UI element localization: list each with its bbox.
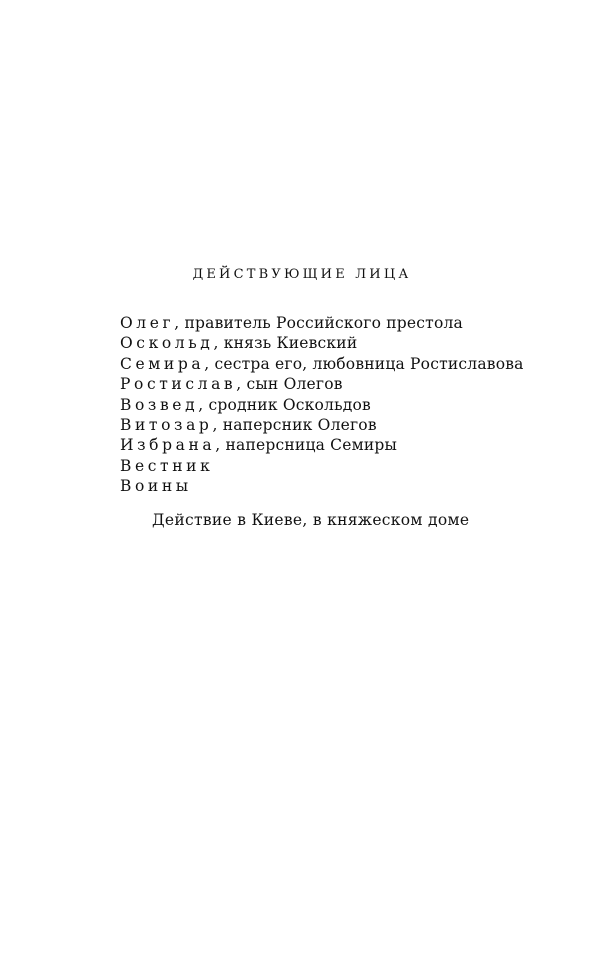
character-description: , наперсница Семиры — [215, 436, 398, 455]
character-name: Возвед — [120, 395, 199, 414]
character-name: Витозар — [120, 415, 213, 434]
cast-item-izbrana — [120, 435, 580, 455]
character-description: , сестра его, любовница Ростиславова — [204, 354, 524, 373]
character-name: Оскольд — [120, 334, 214, 353]
cast-item-vozved — [120, 395, 580, 415]
character-name: Олег — [120, 314, 175, 332]
cast-list — [120, 313, 580, 497]
character-description: , сродник Оскольдов — [198, 395, 371, 414]
cast-item-vestnik — [120, 456, 580, 476]
character-name: Вестник — [120, 456, 214, 475]
character-description: , князь Киевский — [213, 334, 358, 353]
character-name: Воины — [120, 477, 192, 496]
dramatis-personae-heading: ДЕЙСТВУЮЩИЕ ЛИЦА — [192, 267, 412, 282]
character-description: , наперсник Олегов — [212, 415, 377, 434]
setting-note: Действие в Киеве, в княжеском доме — [152, 511, 470, 529]
cast-item-oskold — [120, 333, 580, 353]
cast-item-vitozar — [120, 415, 580, 435]
character-description: , правитель Российского престола — [174, 314, 463, 332]
cast-item-oleg — [120, 313, 580, 333]
cast-item-rostislav — [120, 374, 580, 394]
character-description: , сын Олегов — [236, 375, 343, 394]
cast-item-voiny — [120, 476, 580, 496]
cast-item-semira — [120, 354, 580, 374]
character-name: Ростислав — [120, 375, 237, 394]
character-name: Избрана — [120, 436, 216, 455]
character-name: Семира — [120, 354, 205, 373]
